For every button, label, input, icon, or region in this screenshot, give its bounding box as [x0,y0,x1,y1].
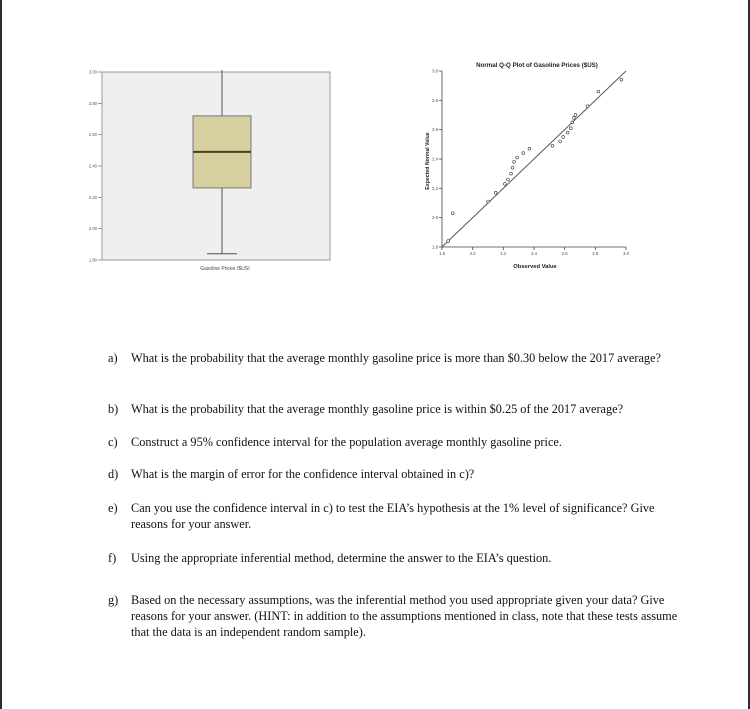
qq-y-tick-label: 3.0 [432,68,438,74]
qq-x-tick-label: 2.4 [531,251,537,256]
qq-y-tick-label: 2.0 [432,215,438,221]
boxplot-y-tick-label: 2.40 [88,163,97,169]
qq-data-point [586,105,589,108]
qq-data-point [494,191,497,194]
qq-data-point [551,144,554,147]
qq-data-point [620,78,623,81]
question-label: c) [108,435,118,449]
qq-data-point [572,117,575,120]
question-text: Using the appropriate inferential method, determine the answer to the EIA’s question. [131,551,552,565]
qq-data-point [511,166,514,169]
qq-data-point [487,200,490,203]
question-text: Can you use the confidence interval in c) to test the EIA’s hypothesis at the 1% level of significance? Give reasons for your answer. [131,501,655,531]
qq-data-point [503,183,506,186]
question-label: e) [108,501,118,515]
question-label: d) [108,467,119,481]
question-text: Construct a 95% confidence interval for the population average monthly gasoline price. [131,435,562,449]
question-label: g) [108,593,119,607]
qq-x-tick-label: 3.0 [623,251,629,256]
qq-plot-y-label: Expected Normal Value [425,132,431,190]
question-text: What is the margin of error for the confidence interval obtained in c)? [131,467,475,481]
qq-data-point [451,212,454,215]
qq-data-point [516,156,519,159]
boxplot-y-tick-label: 2.60 [88,132,97,138]
qq-data-point [447,240,450,243]
qq-data-point [528,147,531,150]
qq-data-point [510,172,513,175]
boxplot-y-tick-label: 2.20 [88,194,97,200]
qq-y-tick-label: 2.4 [432,156,438,162]
qq-data-point [571,121,574,124]
qq-y-tick-label: 2.8 [432,97,438,103]
qq-plot-marks [442,71,626,247]
boxplot-x-label: Gasoline Prices ($US) [200,266,250,270]
question-label: b) [108,402,119,416]
qq-x-tick-label: 2.8 [592,251,599,256]
qq-x-tick-label: 1.8 [439,251,445,256]
boxplot-figure [80,70,332,270]
boxplot-y-axis [89,70,102,263]
qq-data-point [574,114,577,117]
boxplot-y-tick-label: 3.00 [88,70,97,75]
qq-y-tick-label: 1.8 [432,244,438,250]
question-text: What is the probability that the average monthly gasoline price is more than $0.30 below the 2017 average? [131,351,661,365]
boxplot-y-tick-label: 2.00 [88,226,97,232]
qq-data-point [522,152,525,155]
question-label: f) [108,551,117,565]
question-text: What is the probability that the average monthly gasoline price is within $0.25 of the 2017 average? [131,402,624,416]
qq-plot-x-label: Observed Value [513,264,557,270]
qq-plot-title: Normal Q-Q Plot of Gasoline Prices ($US) [476,62,598,69]
qq-plot-figure [420,55,635,280]
page-edge-left [0,0,2,709]
qq-data-point [562,136,565,139]
qq-y-tick-label: 2.6 [432,127,438,133]
qq-data-point [507,178,510,181]
qq-data-point [513,161,516,164]
boxplot-y-tick-label: 2.80 [88,100,97,106]
qq-data-point [566,131,569,134]
boxplot-y-tick-label: 1.80 [88,257,97,263]
qq-data-point [559,140,562,143]
question-label: a) [108,351,118,365]
qq-x-tick-label: 2.6 [561,251,568,256]
qq-reference-line [442,71,626,247]
qq-data-point [597,90,600,93]
qq-x-tick-label: 2.2 [500,251,507,256]
qq-y-tick-label: 2.2 [432,185,438,191]
question-text: Based on the necessary assumptions, was the inferential method you used appropriate given your data? Give reasons for your answer. (HINT: in addition to the assumptions mentioned in class, note that these tests assume that the data is an independent random sample). [131,593,678,639]
qq-x-tick-label: 2.0 [469,251,476,256]
qq-data-point [569,127,572,130]
